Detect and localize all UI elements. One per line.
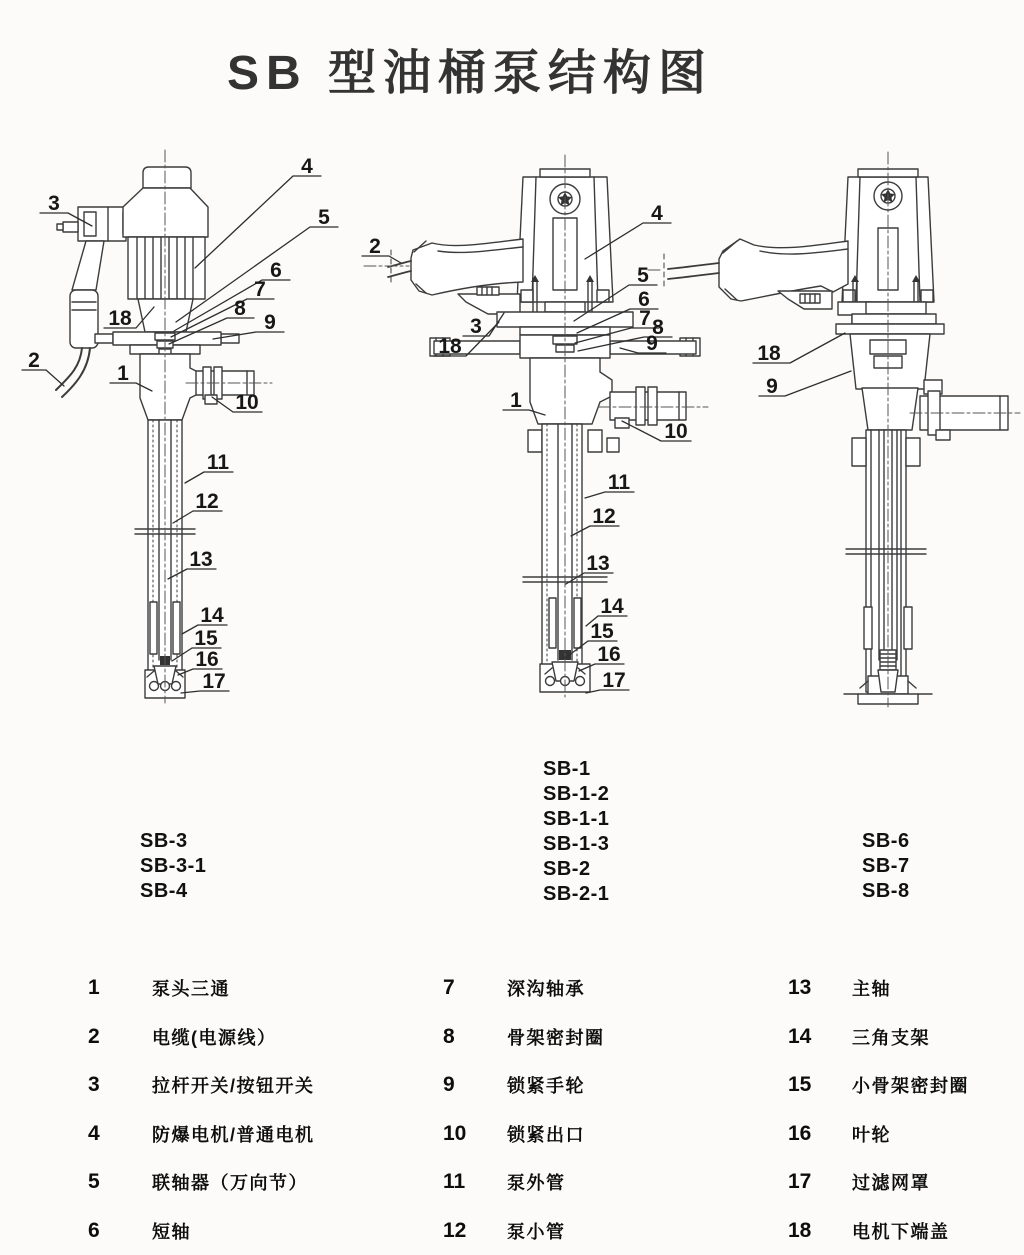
legend-part-name: 主轴 [852, 975, 891, 1001]
legend-part-name: 电缆(电源线） [152, 1024, 277, 1050]
legend-column-2 [443, 964, 605, 1255]
callout-label: 18 [108, 307, 132, 330]
callout-label: 5 [637, 264, 649, 287]
callout-label: 8 [234, 297, 246, 320]
legend-part-name: 电机下端盖 [852, 1218, 950, 1244]
legend-row [88, 1207, 315, 1255]
callout-label: 7 [254, 278, 266, 301]
legend-column-1 [88, 964, 315, 1255]
model-label: SB-7 [862, 854, 910, 879]
legend-part-number: 1 [88, 976, 152, 1000]
legend-part-name: 联轴器（万向节） [152, 1169, 308, 1195]
legend-part-name: 防爆电机/普通电机 [152, 1121, 315, 1147]
legend-row [443, 1207, 605, 1255]
legend-column-3 [788, 964, 969, 1255]
model-list-left [140, 829, 206, 904]
legend-row [788, 1158, 969, 1207]
legend-part-name: 泵头三通 [152, 975, 230, 1001]
callout-label: 9 [264, 311, 276, 334]
legend-part-number: 16 [788, 1122, 852, 1146]
callout-label: 3 [470, 315, 482, 338]
legend-part-number: 10 [443, 1122, 507, 1146]
callout-label: 11 [608, 471, 631, 494]
legend-row [443, 1061, 605, 1110]
callout-label: 15 [194, 627, 218, 650]
legend-part-number: 15 [788, 1073, 852, 1097]
pump-diagram-middle [388, 169, 700, 692]
callout-label: 12 [195, 490, 218, 513]
legend-part-number: 3 [88, 1073, 152, 1097]
legend-part-name: 小骨架密封圈 [852, 1072, 969, 1098]
callout-label: 16 [597, 643, 620, 666]
callout-label: 12 [592, 505, 615, 528]
legend-part-name: 深沟轴承 [507, 975, 585, 1001]
callout-label: 16 [195, 648, 218, 671]
callout-label: 4 [301, 155, 313, 178]
callout-label: 17 [202, 670, 225, 693]
callout-label: 9 [766, 375, 778, 398]
callout-label: 13 [586, 552, 609, 575]
legend-part-number: 11 [443, 1170, 507, 1194]
legend-row [788, 1110, 969, 1159]
legend-part-number: 12 [443, 1219, 507, 1243]
legend-row [88, 1110, 315, 1159]
legend-part-name: 骨架密封圈 [507, 1024, 605, 1050]
model-label: SB-1 [543, 757, 609, 782]
callout-label: 2 [28, 349, 40, 372]
legend-row [443, 1013, 605, 1062]
callout-label: 15 [590, 620, 614, 643]
legend-part-number: 17 [788, 1170, 852, 1194]
callout-label: 17 [602, 669, 625, 692]
legend-row [788, 1013, 969, 1062]
legend-part-name: 短轴 [152, 1218, 191, 1244]
legend-row [88, 1061, 315, 1110]
legend-row [788, 1061, 969, 1110]
model-label: SB-1-3 [543, 832, 609, 857]
legend-row [443, 1110, 605, 1159]
legend-row [788, 1207, 969, 1255]
legend-row [88, 1158, 315, 1207]
legend-part-name: 过滤网罩 [852, 1169, 930, 1195]
legend-row [443, 964, 605, 1013]
callout-label: 10 [664, 420, 687, 443]
legend-part-name: 锁紧手轮 [507, 1072, 585, 1098]
model-list-middle [543, 757, 609, 907]
legend-row [88, 964, 315, 1013]
callout-label: 3 [48, 192, 60, 215]
legend-part-number: 9 [443, 1073, 507, 1097]
model-label: SB-8 [862, 879, 910, 904]
pump-diagram-right [664, 169, 1008, 704]
callout-label: 6 [638, 288, 650, 311]
model-label: SB-4 [140, 879, 206, 904]
callout-label: 1 [510, 389, 522, 412]
legend-part-number: 18 [788, 1219, 852, 1243]
legend-part-number: 8 [443, 1025, 507, 1049]
model-label: SB-2-1 [543, 882, 609, 907]
model-label: SB-6 [862, 829, 910, 854]
callout-label: 1 [117, 362, 129, 385]
legend-part-name: 叶轮 [852, 1121, 891, 1147]
legend-part-name: 泵小管 [507, 1218, 566, 1244]
legend-part-number: 4 [88, 1122, 152, 1146]
legend-part-name: 三角支架 [852, 1024, 930, 1050]
callout-label: 8 [652, 316, 664, 339]
model-label: SB-1-2 [543, 782, 609, 807]
pump-diagram-left [56, 167, 254, 698]
callout-label: 5 [318, 206, 330, 229]
legend-part-name: 泵外管 [507, 1169, 566, 1195]
callout-label: 4 [651, 202, 663, 225]
model-label: SB-1-1 [543, 807, 609, 832]
legend-part-name: 锁紧出口 [507, 1121, 585, 1147]
callout-label: 18 [757, 342, 781, 365]
legend-row [88, 1013, 315, 1062]
legend-part-number: 5 [88, 1170, 152, 1194]
page-title: SB 型油桶泵结构图 [0, 34, 940, 103]
callout-label: 6 [270, 259, 282, 282]
callout-labels-right [757, 342, 781, 398]
legend-part-number: 2 [88, 1025, 152, 1049]
callout-label: 13 [189, 548, 212, 571]
callout-label: 18 [438, 335, 462, 358]
callout-label: 11 [207, 451, 230, 474]
model-list-right [862, 829, 910, 904]
callout-label: 9 [646, 332, 658, 355]
callout-label: 10 [235, 391, 258, 414]
legend-part-name: 拉杆开关/按钮开关 [152, 1072, 315, 1098]
callout-label: 7 [639, 307, 651, 330]
legend-row [443, 1158, 605, 1207]
legend-part-number: 14 [788, 1025, 852, 1049]
model-label: SB-3 [140, 829, 206, 854]
callout-label: 2 [369, 235, 381, 258]
legend-part-number: 13 [788, 976, 852, 1000]
legend-part-number: 7 [443, 976, 507, 1000]
model-label: SB-3-1 [140, 854, 206, 879]
callout-label: 14 [200, 604, 224, 627]
legend-row [788, 964, 969, 1013]
model-label: SB-2 [543, 857, 609, 882]
callout-label: 14 [600, 595, 624, 618]
legend-part-number: 6 [88, 1219, 152, 1243]
